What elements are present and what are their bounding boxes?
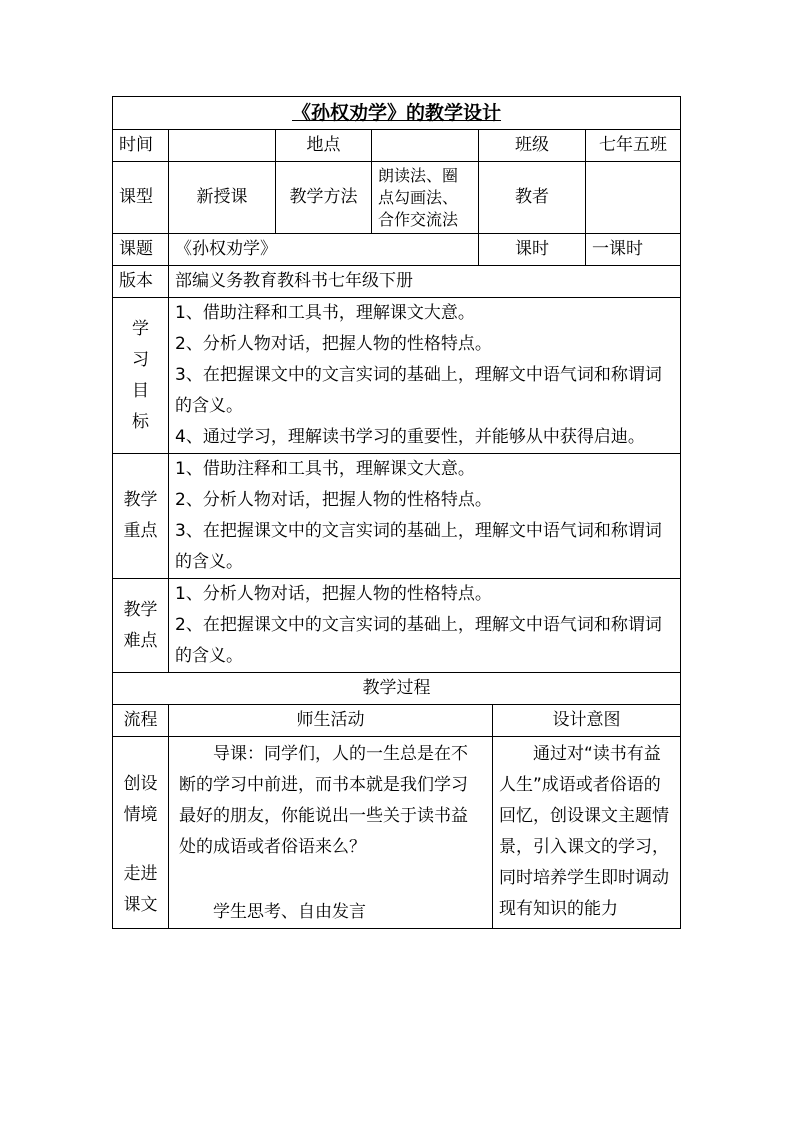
type-label: 课型 <box>113 162 169 234</box>
activity-student: 学生思考、自由发言 <box>213 902 366 922</box>
place-label: 地点 <box>276 130 372 162</box>
goal-item: 3、在把握课文中的文言实词的基础上，理解文中语气词和称谓词的含义。 <box>175 365 662 416</box>
stage-label-line: 课文 <box>123 895 158 915</box>
activity-column-header: 师生活动 <box>169 705 493 737</box>
key-points-label <box>113 454 169 579</box>
edition-label: 版本 <box>113 266 169 298</box>
process-heading: 教学过程 <box>113 673 681 705</box>
place-value <box>372 130 479 162</box>
method-line: 朗读法、圈 <box>378 165 459 185</box>
document-title: 《孙权劝学》的教学设计 <box>292 101 502 124</box>
goals-label-char: 标 <box>132 411 149 432</box>
stage-label-gap <box>115 831 166 859</box>
method-label: 教学方法 <box>276 162 372 234</box>
flow-column-header: 流程 <box>113 705 169 737</box>
key-point-item: 2、分析人物对话，把握人物的性格特点。 <box>175 490 492 510</box>
edition-row <box>113 266 681 298</box>
difficulties-label-line: 教学 <box>123 599 158 620</box>
goal-item: 1、借助注释和工具书，理解课文大意。 <box>175 303 475 323</box>
key-point-item: 3、在把握课文中的文言实词的基础上，理解文中语气词和称谓词的含义。 <box>175 521 662 572</box>
teacher-value <box>586 162 681 234</box>
method-line: 点勾画法、 <box>378 187 459 207</box>
topic-label: 课题 <box>113 234 169 266</box>
method-value <box>372 162 479 234</box>
difficulties-label <box>113 579 169 673</box>
type-row <box>113 162 681 234</box>
lesson-plan-table <box>112 96 681 929</box>
goals-label <box>113 298 169 454</box>
hours-value: 一课时 <box>586 234 681 266</box>
class-label: 班级 <box>479 130 586 162</box>
process-row <box>113 737 681 929</box>
key-points-row <box>113 454 681 579</box>
activity-intro: 导课：同学们，人的一生总是在不断的学习中前进，而书本就是我们学习最好的朋友，你能说出一些关于读书益处的成语或者俗语来么？ <box>179 744 468 857</box>
time-label: 时间 <box>113 130 169 162</box>
topic-row <box>113 234 681 266</box>
stage-label-line: 创设 <box>123 774 158 794</box>
key-point-item: 1、借助注释和工具书，理解课文大意。 <box>175 459 475 479</box>
stage-label <box>113 737 169 929</box>
stage-label-line: 情境 <box>123 805 158 825</box>
difficulty-item: 1、分析人物对话，把握人物的性格特点。 <box>175 584 492 604</box>
process-heading-row <box>113 673 681 705</box>
activity-cell <box>169 737 493 929</box>
title-row <box>113 97 681 130</box>
document-title-cell <box>113 97 681 130</box>
time-row <box>113 130 681 162</box>
goal-item: 4、通过学习，理解读书学习的重要性，并能够从中获得启迪。 <box>175 427 645 447</box>
goals-label-char: 学 <box>132 318 149 339</box>
key-points-label-line: 重点 <box>123 521 158 541</box>
intent-text: 通过对“读书有益人生”成语或者俗语的回忆，创设课文主题情景，引入课文的学习，同时培养学生即时调动现有知识的能力 <box>499 744 669 919</box>
key-points-label-line: 教学 <box>123 490 158 510</box>
class-value: 七年五班 <box>586 130 681 162</box>
topic-value: 《孙权劝学》 <box>169 234 479 266</box>
edition-value: 部编义务教育教科书七年级下册 <box>169 266 681 298</box>
goals-label-char: 习 <box>132 349 149 370</box>
intent-cell <box>493 737 681 929</box>
hours-label: 课时 <box>479 234 586 266</box>
type-value: 新授课 <box>169 162 276 234</box>
goals-row <box>113 298 681 454</box>
difficulty-item: 2、在把握课文中的文言实词的基础上，理解文中语气词和称谓词的含义。 <box>175 615 662 666</box>
goals-label-char: 目 <box>132 380 149 401</box>
difficulties-row <box>113 579 681 673</box>
difficulties-content <box>169 579 681 673</box>
intent-column-header: 设计意图 <box>493 705 681 737</box>
lesson-plan-sheet <box>112 96 680 929</box>
goal-item: 2、分析人物对话，把握人物的性格特点。 <box>175 334 492 354</box>
process-header-row <box>113 705 681 737</box>
activity-spacer <box>179 863 482 897</box>
teacher-label: 教者 <box>479 162 586 234</box>
time-value <box>169 130 276 162</box>
difficulties-label-line: 难点 <box>123 630 158 651</box>
method-line: 合作交流法 <box>378 209 459 229</box>
goals-content <box>169 298 681 454</box>
stage-label-line: 走进 <box>123 864 158 884</box>
key-points-content <box>169 454 681 579</box>
